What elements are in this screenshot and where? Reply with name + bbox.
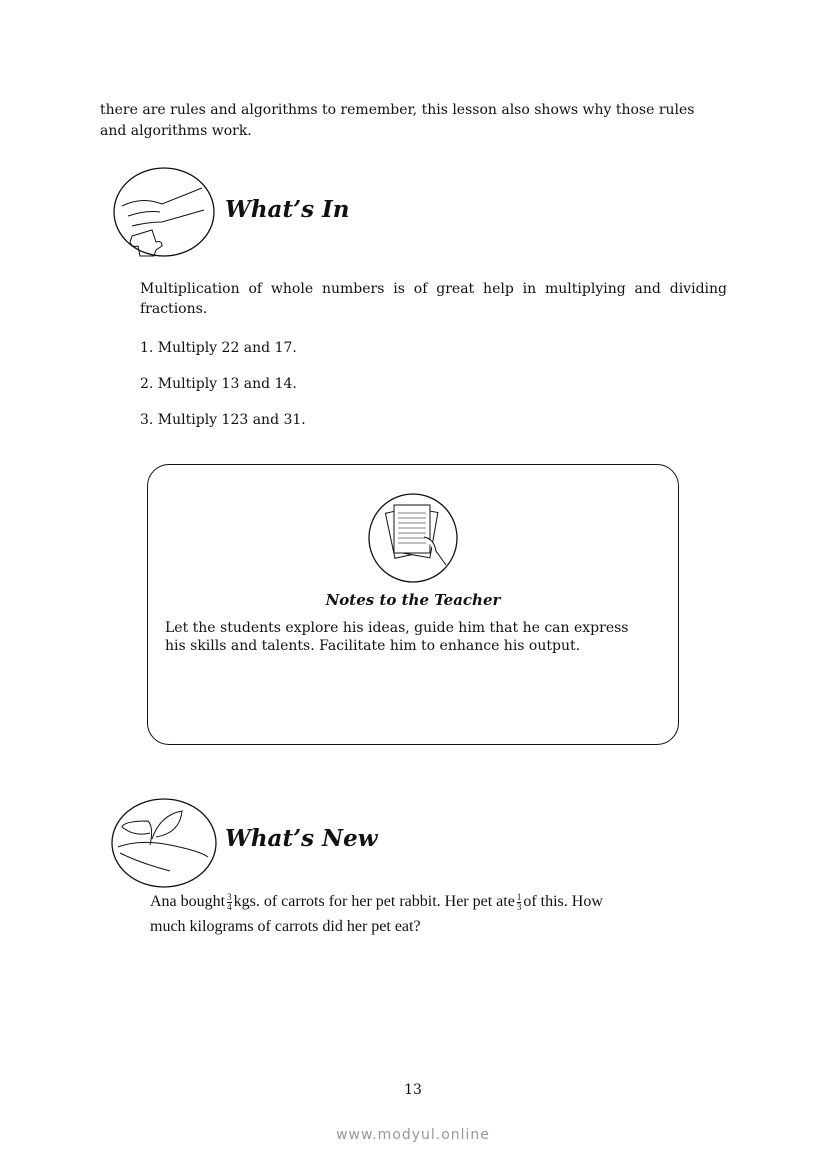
list-item: 3. Multiply 123 and 31. — [140, 412, 306, 428]
fraction-denominator: 4 — [227, 901, 232, 912]
notes-line-2: his skills and talents. Facilitate him to enhance his output. — [165, 638, 581, 654]
whats-in-paragraph-line-2: fractions. — [140, 301, 208, 317]
whats-in-paragraph-line-1: Multiplication of whole numbers is of great help in multiplying and dividing — [140, 281, 727, 297]
list-item: 2. Multiply 13 and 14. — [140, 376, 297, 392]
watermark: www.modyul.online — [336, 1127, 490, 1143]
fraction-numerator: 1 — [516, 891, 522, 902]
hand-puzzle-icon — [112, 166, 216, 258]
page-number: 13 — [404, 1082, 422, 1098]
list-item: 1. Multiply 22 and 17. — [140, 340, 297, 356]
text-segment: kgs. of carrots for her pet rabbit. Her pet ate — [233, 893, 515, 910]
text-segment: of this. How — [523, 893, 603, 910]
whats-new-paragraph-line-1 — [150, 892, 603, 912]
papers-hand-icon — [368, 493, 458, 583]
intro-line-1: there are rules and algorithms to remember, this lesson also shows why those rules — [100, 102, 695, 118]
hand-plant-icon — [110, 797, 218, 889]
intro-line-2: and algorithms work. — [100, 123, 252, 139]
fraction-one-third — [517, 893, 522, 912]
whats-in-title: What’s In — [225, 196, 350, 223]
fraction-denominator: 3 — [516, 901, 522, 912]
fraction-three-fourths — [227, 893, 232, 912]
text-segment: Ana bought — [150, 893, 226, 910]
notes-title: Notes to the Teacher — [325, 591, 501, 609]
notes-line-1: Let the students explore his ideas, guide him that he can express — [165, 620, 629, 636]
whats-new-paragraph-line-2: much kilograms of carrots did her pet eat? — [150, 918, 421, 935]
fraction-numerator: 3 — [227, 891, 232, 902]
whats-new-title: What’s New — [225, 825, 378, 852]
